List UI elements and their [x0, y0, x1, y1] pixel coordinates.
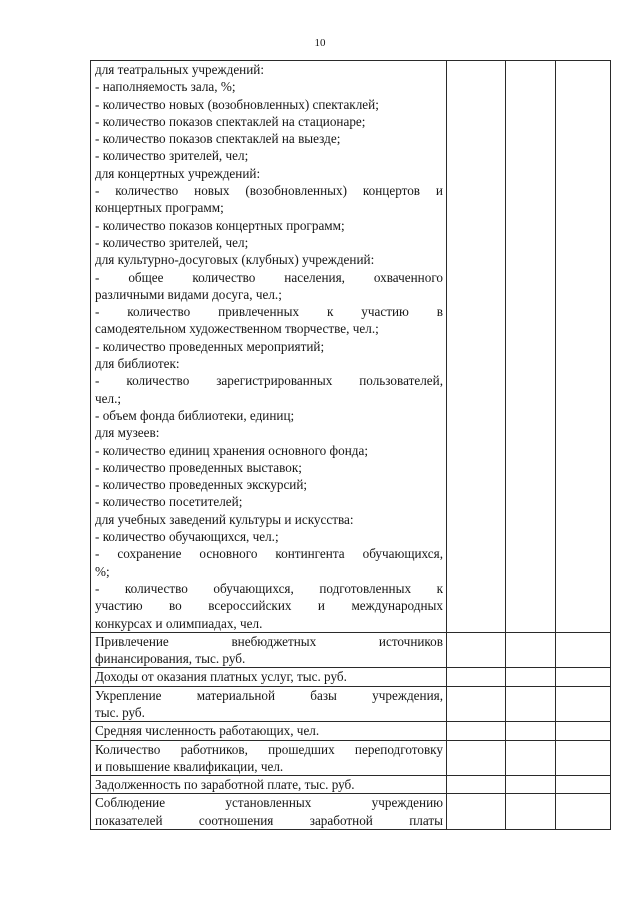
text-line: - количество привлеченных к участию в — [95, 304, 443, 320]
indicator-text-cell — [91, 740, 447, 776]
table-row — [91, 686, 611, 722]
value-cell-3 — [556, 632, 611, 668]
value-cell-1 — [447, 632, 506, 668]
value-cell-1 — [447, 776, 506, 794]
text-line: различными видами досуга, чел.; — [95, 286, 282, 302]
text-line: Соблюдение установленных учреждению — [95, 795, 443, 811]
value-cell-1 — [447, 668, 506, 686]
text-line: - количество зарегистрированных пользователей, — [95, 373, 443, 389]
text-line: Количество работников, прошедших переподготовку — [95, 741, 443, 757]
text-line: - количество показов спектаклей на стационаре; — [95, 113, 366, 129]
text-line: - общее количество населения, охваченного — [95, 269, 443, 285]
indicator-text-cell — [91, 794, 447, 830]
text-line: - наполняемость зала, %; — [95, 79, 236, 95]
text-line: - количество новых (возобновленных) концертов и — [95, 183, 443, 199]
indicator-text-cell — [91, 668, 447, 686]
text-line: - количество проведенных мероприятий; — [95, 338, 325, 354]
text-line: - объем фонда библиотеки, единиц; — [95, 407, 295, 423]
indicators-table-body — [91, 61, 611, 830]
text-line: для театральных учреждений: — [95, 62, 265, 77]
table-row — [91, 794, 611, 830]
text-line: - количество обучающихся, подготовленных к — [95, 580, 443, 596]
table-row — [91, 776, 611, 794]
text-line: Укрепление материальной базы учреждения, — [95, 687, 443, 703]
value-cell-1 — [447, 794, 506, 830]
indicators-table — [90, 60, 611, 830]
indicator-text-cell — [91, 776, 447, 794]
text-line: - количество единиц хранения основного фонда; — [95, 442, 368, 458]
text-line: и повышение квалификации, чел. — [95, 758, 284, 774]
indicator-text-cell — [91, 722, 447, 740]
text-line: тыс. руб. — [95, 704, 145, 720]
text-line: Средняя численность работающих, чел. — [95, 723, 320, 739]
text-line: участию во всероссийских и международных — [95, 598, 443, 614]
value-cell-2 — [506, 794, 556, 830]
value-cell-3 — [556, 776, 611, 794]
value-cell-2 — [506, 61, 556, 633]
text-line: - количество обучающихся, чел.; — [95, 529, 279, 545]
indicator-text-cell — [91, 686, 447, 722]
text-line: - сохранение основного контингента обучающихся, — [95, 546, 443, 562]
text-line: - количество новых (возобновленных) спектаклей; — [95, 96, 379, 112]
indicator-text-cell — [91, 61, 447, 633]
text-line: - количество посетителей; — [95, 494, 243, 510]
text-line: - количество проведенных экскурсий; — [95, 477, 308, 493]
text-line: для культурно-досуговых (клубных) учреждений: — [95, 252, 375, 268]
value-cell-1 — [447, 686, 506, 722]
text-line: финансирования, тыс. руб. — [95, 651, 246, 667]
value-cell-3 — [556, 61, 611, 633]
value-cell-3 — [556, 668, 611, 686]
text-line: %; — [95, 563, 110, 579]
text-line: - количество зрителей, чел; — [95, 148, 249, 164]
text-line: для библиотек: — [95, 356, 180, 372]
value-cell-1 — [447, 722, 506, 740]
text-line: Привлечение внебюджетных источников — [95, 633, 443, 649]
table-row-institution-indicators — [91, 61, 611, 633]
text-line: Задолженность по заработной плате, тыс. руб. — [95, 777, 355, 793]
value-cell-1 — [447, 61, 506, 633]
table-row — [91, 632, 611, 668]
text-line: конкурсах и олимпиадах, чел. — [95, 615, 263, 631]
table-row — [91, 668, 611, 686]
value-cell-2 — [506, 722, 556, 740]
text-line: - количество проведенных выставок; — [95, 459, 302, 475]
value-cell-1 — [447, 740, 506, 776]
value-cell-2 — [506, 776, 556, 794]
text-line: для концертных учреждений: — [95, 165, 261, 181]
value-cell-2 — [506, 632, 556, 668]
value-cell-2 — [506, 740, 556, 776]
table-row — [91, 740, 611, 776]
text-line: для учебных заведений культуры и искусства: — [95, 511, 354, 527]
text-line: чел.; — [95, 390, 122, 406]
value-cell-2 — [506, 686, 556, 722]
indicator-text-cell — [91, 632, 447, 668]
text-line: показателей соотношения заработной платы — [95, 812, 443, 828]
text-line: - количество зрителей, чел; — [95, 234, 249, 250]
value-cell-3 — [556, 740, 611, 776]
text-line: Доходы от оказания платных услуг, тыс. руб. — [95, 669, 347, 685]
text-line: концертных программ; — [95, 200, 224, 216]
text-line: - количество показов спектаклей на выезде; — [95, 131, 341, 147]
value-cell-3 — [556, 794, 611, 830]
text-line: самодеятельном художественном творчестве, чел.; — [95, 321, 379, 337]
page-number: 10 — [314, 37, 326, 49]
text-line: - количество показов концертных программ; — [95, 217, 345, 233]
value-cell-3 — [556, 686, 611, 722]
table-row — [91, 722, 611, 740]
text-line: для музеев: — [95, 425, 160, 441]
value-cell-3 — [556, 722, 611, 740]
value-cell-2 — [506, 668, 556, 686]
